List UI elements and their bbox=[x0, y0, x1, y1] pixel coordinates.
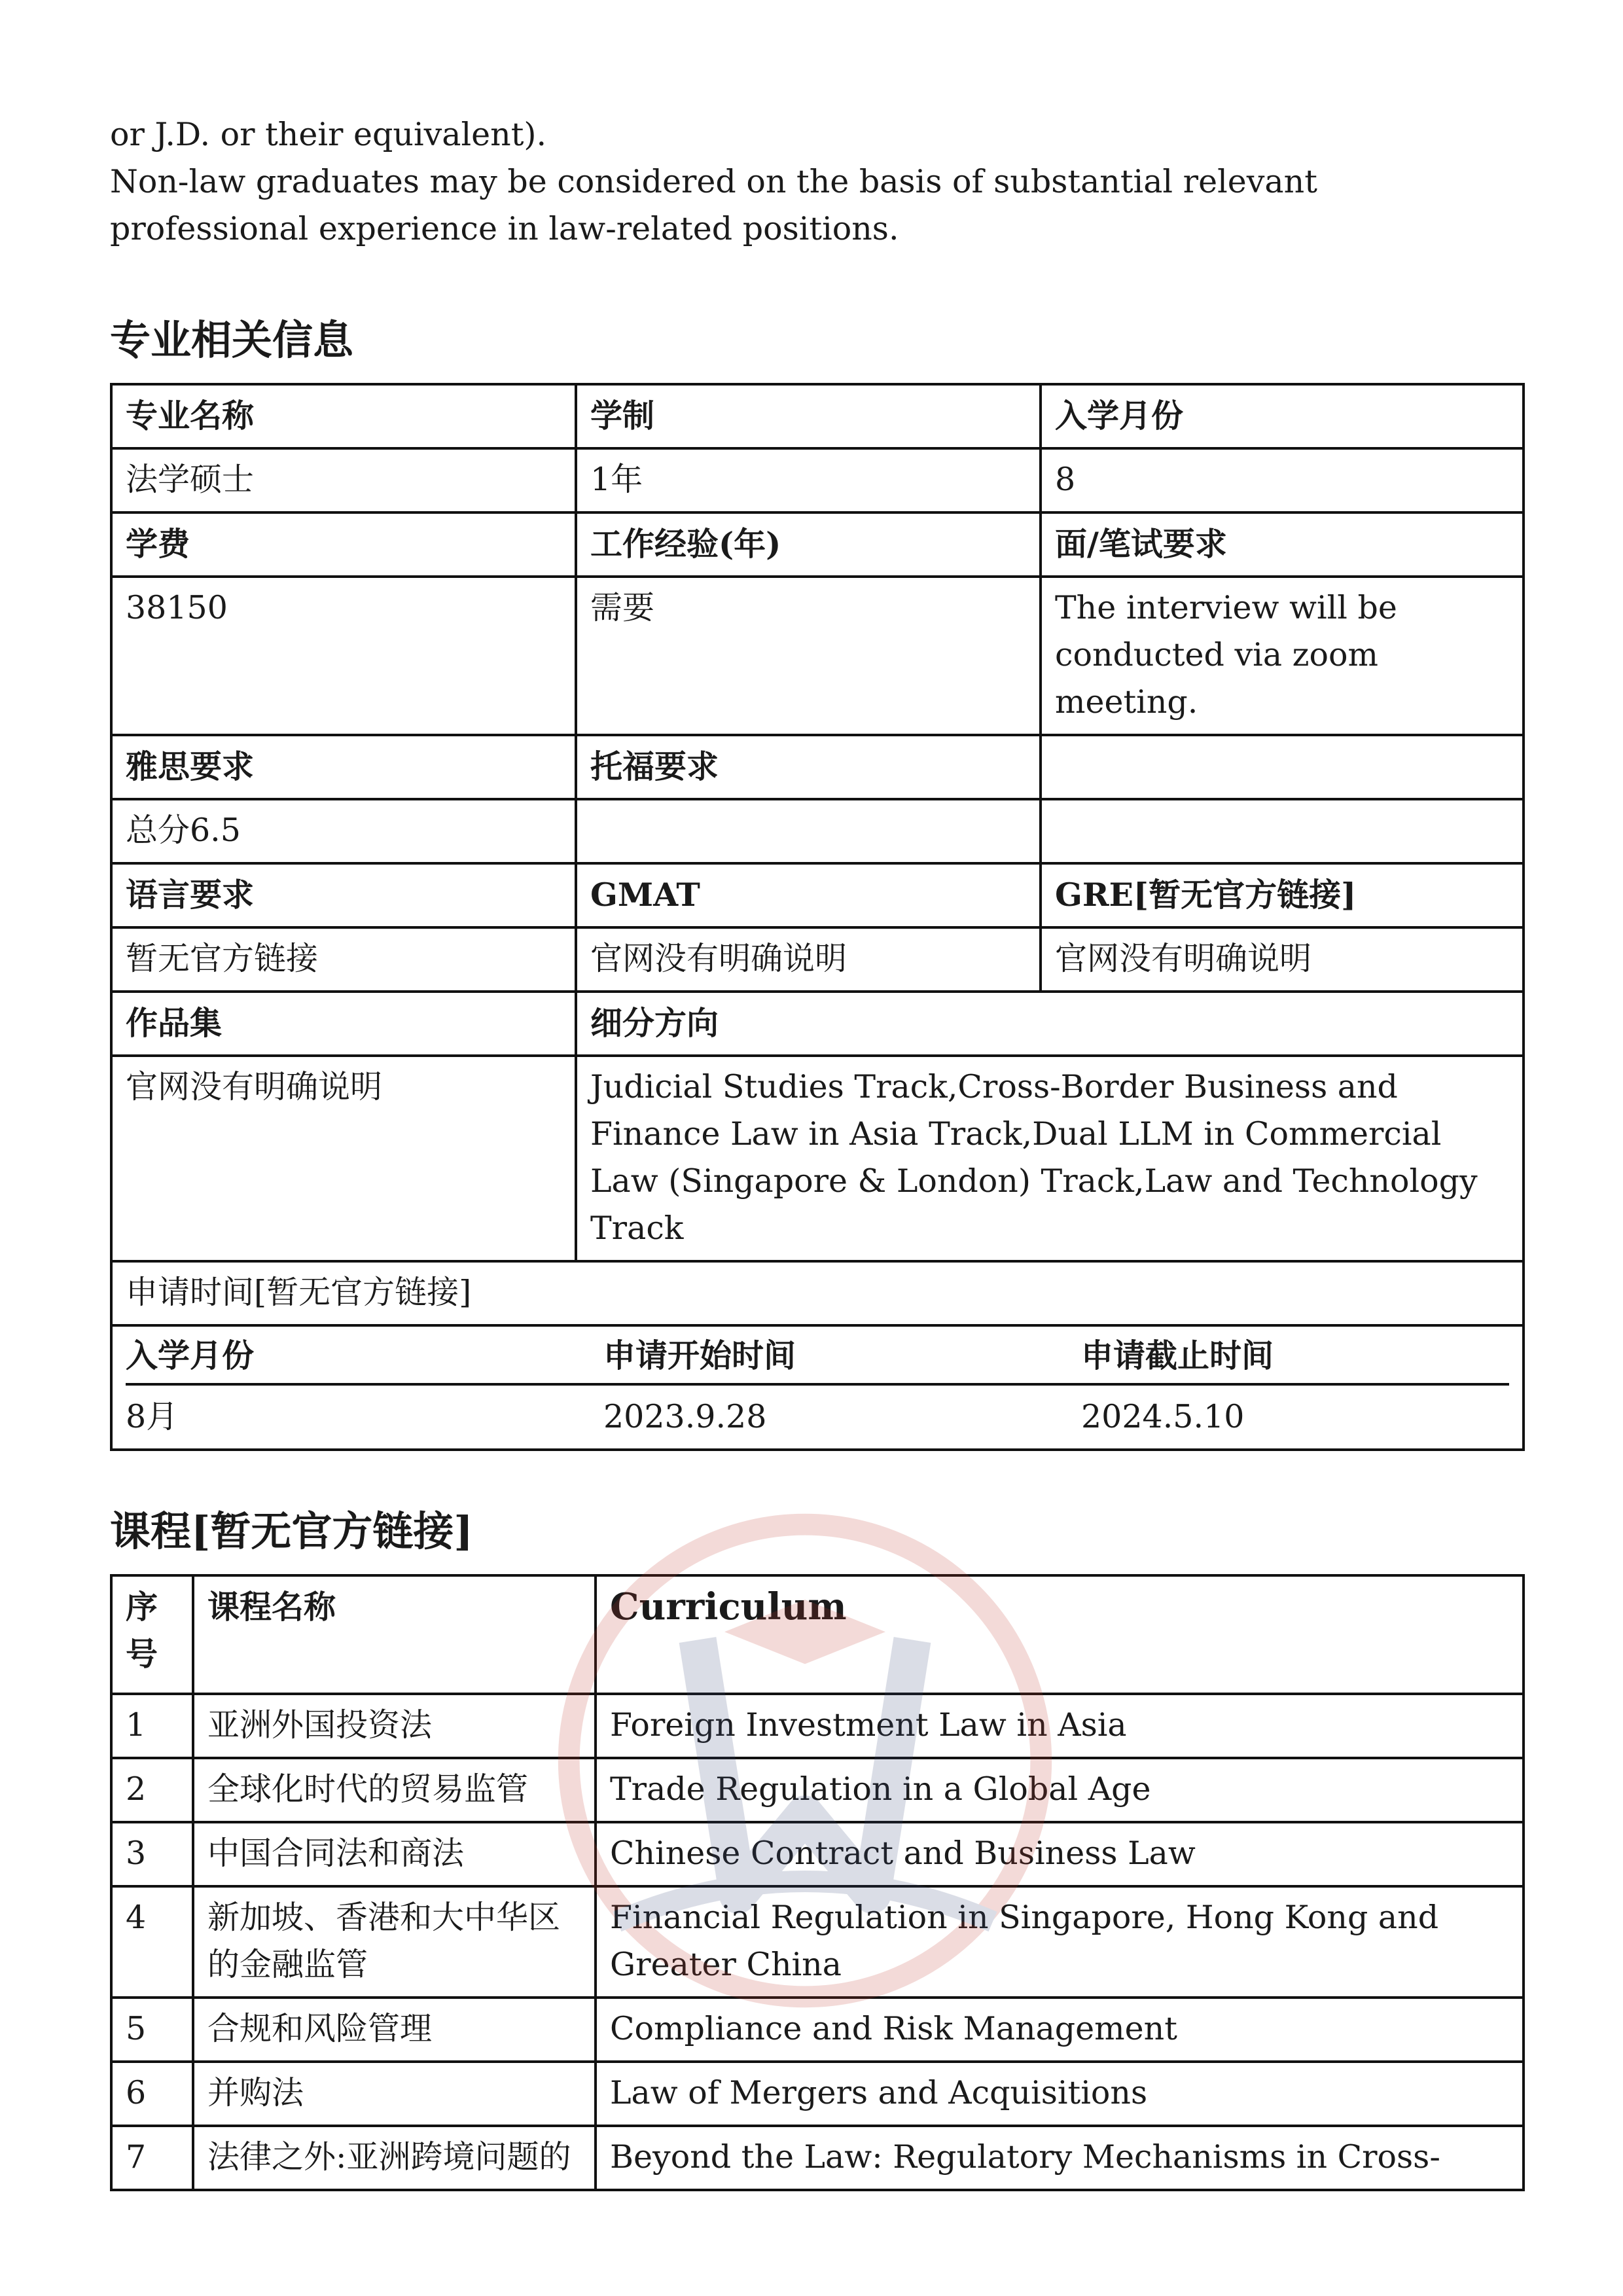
table-row bbox=[111, 1056, 1524, 1261]
tuition-value: 38150 bbox=[111, 577, 576, 735]
intro-text bbox=[110, 111, 1517, 253]
course-table bbox=[110, 1574, 1525, 2191]
course-name-header: 课程名称 bbox=[193, 1575, 596, 1694]
app-end-value: 2024.5.10 bbox=[1081, 1398, 1245, 1435]
table-row bbox=[111, 1325, 1524, 1450]
table-row bbox=[111, 384, 1524, 448]
ielts-label: 雅思要求 bbox=[111, 735, 576, 799]
course-no: 2 bbox=[111, 1758, 193, 1822]
table-row bbox=[111, 927, 1524, 992]
table-row bbox=[111, 512, 1524, 577]
app-end-header: 申请截止时间 bbox=[1081, 1336, 1274, 1374]
program-info-table bbox=[110, 383, 1525, 1451]
table-row bbox=[111, 735, 1524, 799]
app-intake-value: 8月 bbox=[126, 1398, 179, 1435]
course-no: 1 bbox=[111, 1694, 193, 1758]
portfolio-value: 官网没有明确说明 bbox=[111, 1056, 576, 1261]
course-no: 4 bbox=[111, 1886, 193, 1998]
course-no: 7 bbox=[111, 2126, 193, 2190]
course-curriculum: Law of Mergers and Acquisitions bbox=[596, 2062, 1524, 2126]
course-name: 并购法 bbox=[193, 2062, 596, 2126]
course-name: 新加坡、香港和大中华区的金融监管 bbox=[193, 1886, 596, 1998]
table-row bbox=[111, 1998, 1524, 2062]
empty-cell bbox=[1041, 735, 1524, 799]
course-section-title: 课程[暂无官方链接] bbox=[110, 1507, 473, 1555]
application-schedule-header bbox=[126, 1332, 1509, 1386]
course-no: 5 bbox=[111, 1998, 193, 2062]
app-start-value: 2023.9.28 bbox=[603, 1398, 767, 1435]
work-exp-label: 工作经验(年) bbox=[576, 512, 1041, 577]
intake-value: 8 bbox=[1041, 448, 1524, 512]
toefl-label: 托福要求 bbox=[576, 735, 1041, 799]
course-name: 全球化时代的贸易监管 bbox=[193, 1758, 596, 1822]
table-row bbox=[111, 1886, 1524, 1998]
app-start-header: 申请开始时间 bbox=[603, 1336, 796, 1374]
intro-line-1: or J.D. or their equivalent). bbox=[110, 116, 547, 153]
ielts-value: 总分6.5 bbox=[111, 799, 576, 863]
table-row bbox=[111, 992, 1524, 1056]
table-row bbox=[111, 1822, 1524, 1886]
intake-label: 入学月份 bbox=[1041, 384, 1524, 448]
info-section-title: 专业相关信息 bbox=[110, 316, 354, 364]
interview-value: The interview will be conducted via zoom meeting. bbox=[1041, 577, 1524, 735]
tuition-label: 学费 bbox=[111, 512, 576, 577]
table-row bbox=[111, 577, 1524, 735]
duration-label: 学制 bbox=[576, 384, 1041, 448]
gre-label: GRE[暂无官方链接] bbox=[1041, 863, 1524, 927]
course-curriculum: Financial Regulation in Singapore, Hong Kong and Greater China bbox=[596, 1886, 1524, 1998]
interview-label: 面/笔试要求 bbox=[1041, 512, 1524, 577]
empty-cell bbox=[1041, 799, 1524, 863]
course-name: 合规和风险管理 bbox=[193, 1998, 596, 2062]
course-curriculum: Trade Regulation in a Global Age bbox=[596, 1758, 1524, 1822]
table-row bbox=[111, 448, 1524, 512]
gre-value: 官网没有明确说明 bbox=[1041, 927, 1524, 992]
application-time-label: 申请时间[暂无官方链接] bbox=[111, 1261, 1524, 1325]
program-name-label: 专业名称 bbox=[111, 384, 576, 448]
duration-value: 1年 bbox=[576, 448, 1041, 512]
course-no: 3 bbox=[111, 1822, 193, 1886]
table-row bbox=[111, 863, 1524, 927]
application-schedule-values bbox=[126, 1393, 1509, 1441]
course-curriculum: Foreign Investment Law in Asia bbox=[596, 1694, 1524, 1758]
course-curriculum: Compliance and Risk Management bbox=[596, 1998, 1524, 2062]
course-name: 亚洲外国投资法 bbox=[193, 1694, 596, 1758]
table-row bbox=[111, 2062, 1524, 2126]
table-row bbox=[111, 799, 1524, 863]
program-name-value: 法学硕士 bbox=[111, 448, 576, 512]
table-row bbox=[111, 1261, 1524, 1325]
course-curriculum: Beyond the Law: Regulatory Mechanisms in Cross- bbox=[596, 2126, 1524, 2190]
course-no-header: 序号 bbox=[111, 1575, 193, 1694]
course-header-row bbox=[111, 1575, 1524, 1694]
portfolio-label: 作品集 bbox=[111, 992, 576, 1056]
course-name: 法律之外:亚洲跨境问题的 bbox=[193, 2126, 596, 2190]
gmat-value: 官网没有明确说明 bbox=[576, 927, 1041, 992]
tracks-value: Judicial Studies Track,Cross-Border Business and Finance Law in Asia Track,Dual LLM in Commercial Law (Singapore & London) Track,Law and Technology Track bbox=[576, 1056, 1524, 1261]
application-schedule bbox=[111, 1325, 1524, 1450]
language-value: 暂无官方链接 bbox=[111, 927, 576, 992]
course-curriculum: Chinese Contract and Business Law bbox=[596, 1822, 1524, 1886]
toefl-value bbox=[576, 799, 1041, 863]
work-exp-value: 需要 bbox=[576, 577, 1041, 735]
course-name: 中国合同法和商法 bbox=[193, 1822, 596, 1886]
gmat-label: GMAT bbox=[576, 863, 1041, 927]
language-label: 语言要求 bbox=[111, 863, 576, 927]
app-intake-header: 入学月份 bbox=[126, 1336, 255, 1374]
intro-line-2: Non-law graduates may be considered on the basis of substantial relevant professional experience in law-related positions. bbox=[110, 163, 1317, 247]
course-no: 6 bbox=[111, 2062, 193, 2126]
table-row bbox=[111, 1758, 1524, 1822]
curriculum-header: Curriculum bbox=[596, 1575, 1524, 1694]
tracks-label: 细分方向 bbox=[576, 992, 1524, 1056]
course-rows bbox=[111, 1694, 1524, 2190]
table-row bbox=[111, 1694, 1524, 1758]
table-row bbox=[111, 2126, 1524, 2190]
